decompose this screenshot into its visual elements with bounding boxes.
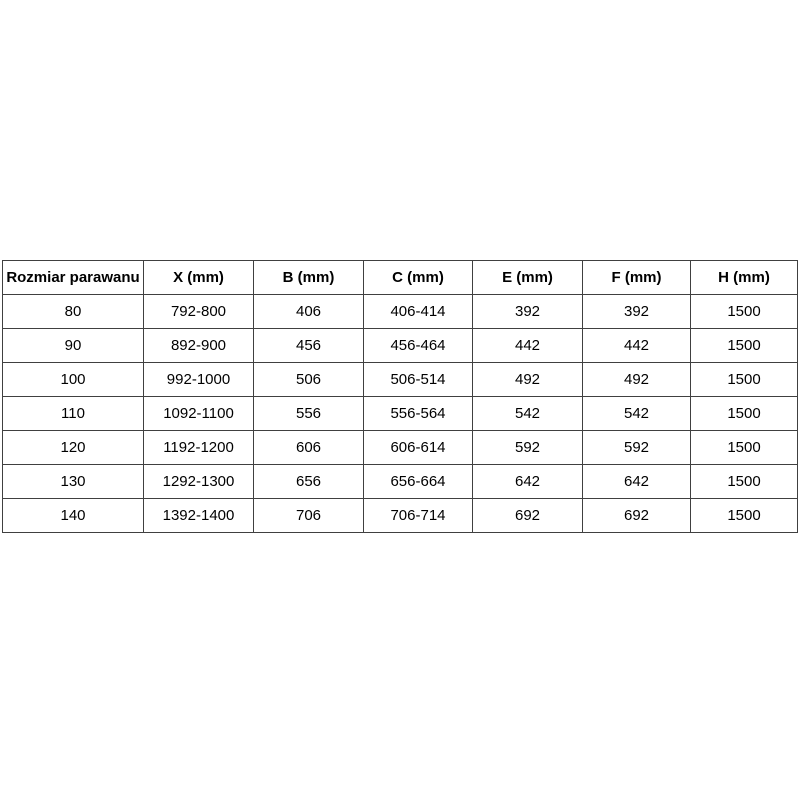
table-cell: 592 [473,431,583,465]
table-cell: 1500 [691,397,798,431]
table-cell: 506-514 [364,363,473,397]
table-cell: 1392-1400 [144,499,254,533]
table-cell: 1500 [691,329,798,363]
table-cell: 80 [3,295,144,329]
table-cell: 692 [473,499,583,533]
table-row [3,295,798,329]
table-row [3,431,798,465]
table-cell: 642 [583,465,691,499]
table-cell: 1192-1200 [144,431,254,465]
table-row [3,465,798,499]
table-cell: 556 [254,397,364,431]
table-header-row [3,261,798,295]
table-cell: 392 [583,295,691,329]
dimension-table [2,260,798,533]
table-cell: 1500 [691,295,798,329]
table-cell: 792-800 [144,295,254,329]
table-cell: 1500 [691,499,798,533]
table-row [3,397,798,431]
table-cell: 406 [254,295,364,329]
table-header-cell: Rozmiar parawanu [3,261,144,295]
table-cell: 706 [254,499,364,533]
table-cell: 642 [473,465,583,499]
table-cell: 692 [583,499,691,533]
table-cell: 100 [3,363,144,397]
table-cell: 556-564 [364,397,473,431]
table-cell: 140 [3,499,144,533]
table-cell: 130 [3,465,144,499]
table-cell: 1292-1300 [144,465,254,499]
table-header-cell: H (mm) [691,261,798,295]
table-cell: 406-414 [364,295,473,329]
table-header-cell: C (mm) [364,261,473,295]
table-header-cell: E (mm) [473,261,583,295]
table-cell: 492 [583,363,691,397]
table-cell: 1092-1100 [144,397,254,431]
table-cell: 1500 [691,363,798,397]
table-cell: 120 [3,431,144,465]
table-cell: 542 [583,397,691,431]
table-header-cell: F (mm) [583,261,691,295]
table-cell: 90 [3,329,144,363]
dimension-table-container [2,260,797,533]
table-cell: 392 [473,295,583,329]
table-cell: 892-900 [144,329,254,363]
table-cell: 706-714 [364,499,473,533]
table-header-cell: B (mm) [254,261,364,295]
table-cell: 992-1000 [144,363,254,397]
table-cell: 456 [254,329,364,363]
table-cell: 110 [3,397,144,431]
table-cell: 656 [254,465,364,499]
table-cell: 442 [583,329,691,363]
table-body [3,295,798,533]
table-cell: 506 [254,363,364,397]
table-row [3,329,798,363]
table-header-cell: X (mm) [144,261,254,295]
table-cell: 592 [583,431,691,465]
table-cell: 656-664 [364,465,473,499]
table-cell: 542 [473,397,583,431]
table-cell: 442 [473,329,583,363]
table-cell: 606-614 [364,431,473,465]
table-cell: 606 [254,431,364,465]
table-cell: 456-464 [364,329,473,363]
table-row [3,363,798,397]
table-row [3,499,798,533]
table-cell: 1500 [691,431,798,465]
table-cell: 492 [473,363,583,397]
table-cell: 1500 [691,465,798,499]
